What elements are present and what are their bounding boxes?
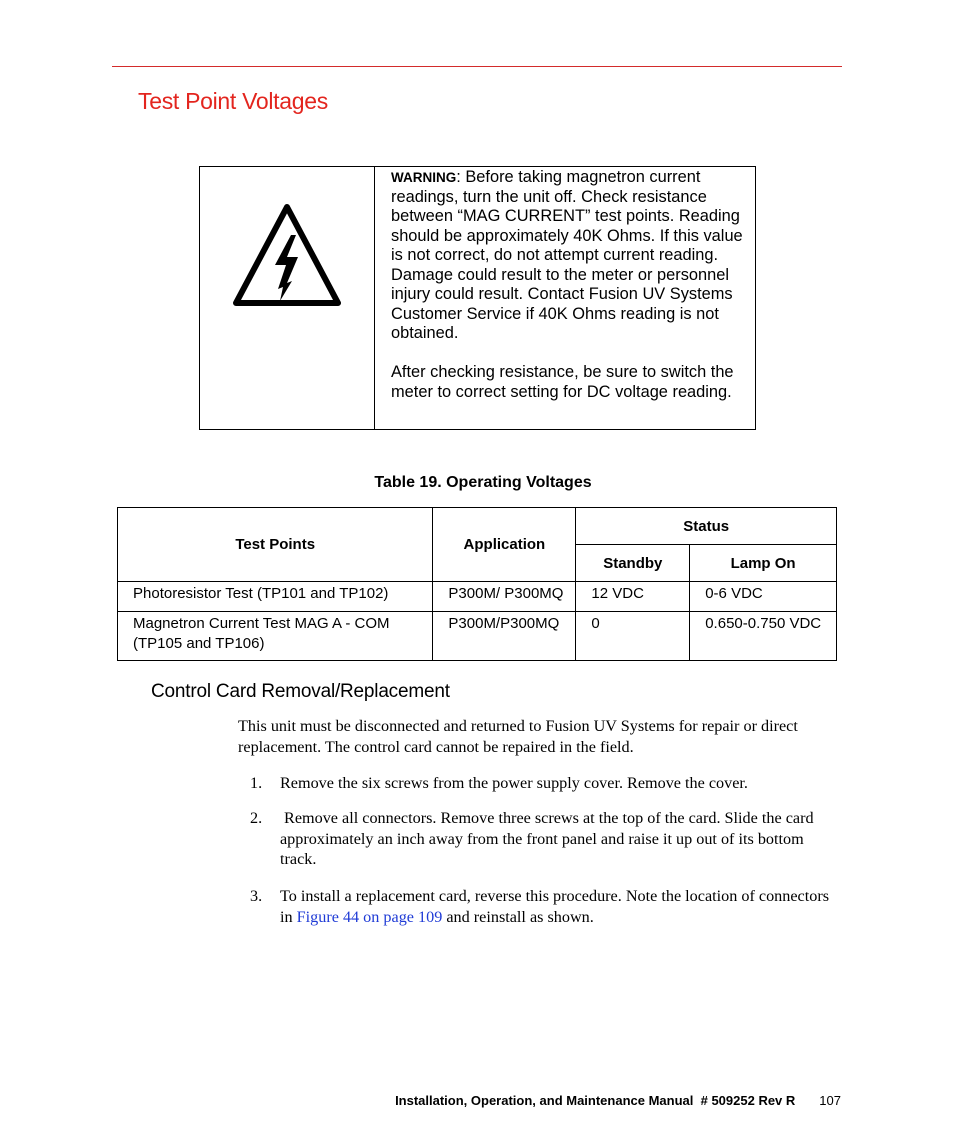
- header-lamp-on: Lamp On: [690, 545, 837, 582]
- warning-text-1: : Before taking magnetron current readings, turn the unit off. Check resistance between “MAG CURRENT” test points. Reading should be approximately 40K Ohms. If this value is not correct, do not attempt current reading. Damage could result to the meter or personnel injury could result. Contact Fusion UV Systems Customer Service if 40K Ohms reading is not obtained.: [391, 168, 743, 342]
- step-3: [250, 886, 840, 927]
- intro-paragraph: [238, 716, 842, 757]
- page-number: 107: [819, 1093, 841, 1108]
- cell-lamp-on: 0-6 VDC: [690, 582, 837, 612]
- table-caption: Table 19. Operating Voltages: [374, 474, 592, 491]
- warning-paragraph-1: [391, 168, 749, 344]
- table-row: [118, 612, 837, 661]
- step-1: [250, 773, 840, 794]
- header-application: Application: [433, 508, 576, 582]
- section-title: Test Point Voltages: [138, 88, 328, 114]
- step-text: Remove all connectors. Remove three screws at the top of the card. Slide the card approximately an inch away from the front panel and raise it up out of its bottom track.: [280, 809, 818, 868]
- footer-document-title: Installation, Operation, and Maintenance Manual # 509252 Rev R: [395, 1093, 796, 1108]
- page-footer: [395, 1093, 841, 1108]
- operating-voltages-table: [117, 507, 837, 661]
- header-rule: [112, 66, 842, 67]
- cell-application: P300M/ P300MQ: [433, 582, 576, 612]
- cell-application: P300M/P300MQ: [433, 612, 576, 661]
- header-standby: Standby: [576, 545, 690, 582]
- step-number: 3.: [250, 887, 263, 905]
- warning-text-cell: [375, 167, 755, 429]
- warning-text-2: After checking resistance, be sure to switch the meter to correct setting for DC voltage reading.: [391, 363, 734, 401]
- step-number: 1.: [250, 774, 263, 792]
- figure-44-link[interactable]: Figure 44 on page 109: [296, 907, 443, 926]
- step-number: 2.: [250, 809, 263, 827]
- cell-lamp-on: 0.650-0.750 VDC: [690, 612, 837, 661]
- step-2: [250, 808, 840, 870]
- step-text-after: and reinstall as shown.: [442, 907, 594, 926]
- intro-text: This unit must be disconnected and returned to Fusion UV Systems for repair or direct replacement. The control card cannot be repaired in the field.: [238, 717, 798, 756]
- step-text: Remove the six screws from the power supply cover. Remove the cover.: [280, 774, 748, 792]
- cell-standby: 0: [576, 612, 690, 661]
- warning-label: WARNING: [391, 170, 457, 185]
- high-voltage-warning-icon: [232, 203, 342, 307]
- cell-test-points: Photoresistor Test (TP101 and TP102): [118, 582, 433, 612]
- warning-icon-cell: [200, 167, 375, 429]
- table-row: [118, 582, 837, 612]
- step-text: [280, 886, 840, 927]
- subsection-title: Control Card Removal/Replacement: [151, 681, 450, 702]
- header-status: Status: [576, 508, 837, 545]
- cell-standby: 12 VDC: [576, 582, 690, 612]
- warning-box: [199, 166, 756, 430]
- cell-test-points: Magnetron Current Test MAG A - COM (TP105 and TP106): [118, 612, 433, 661]
- step-text-before: To install a replacement card, reverse this procedure. Note the location of connectors in: [280, 887, 830, 926]
- header-test-points: Test Points: [118, 508, 433, 582]
